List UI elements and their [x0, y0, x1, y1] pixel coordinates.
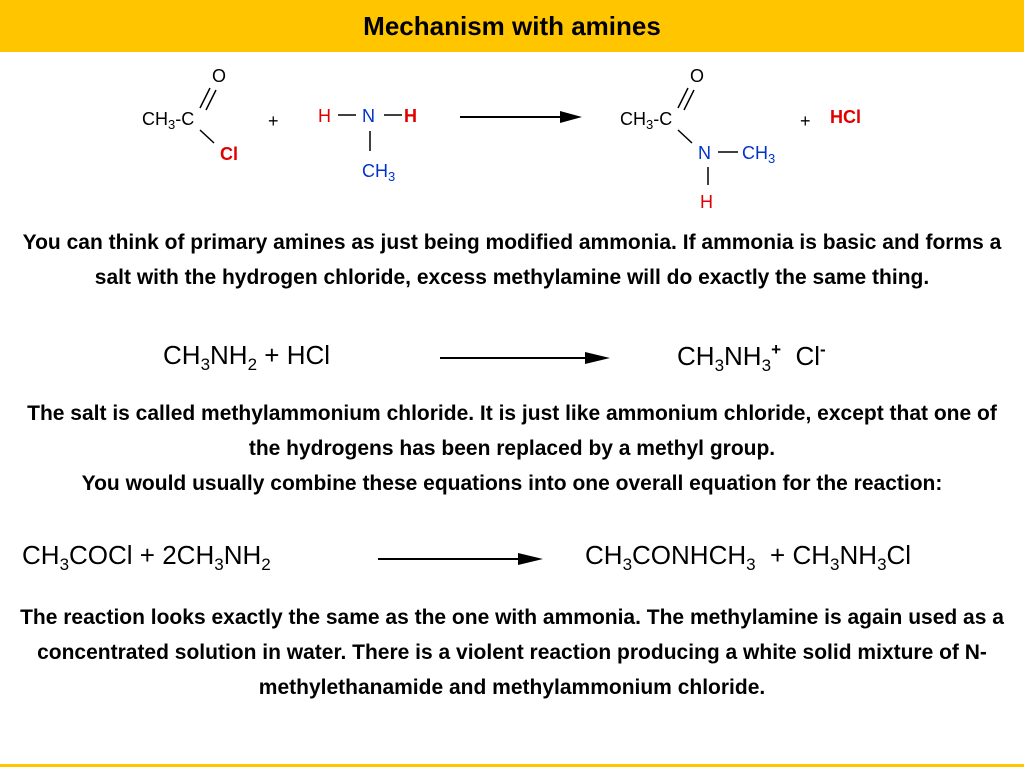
hcl-label: HCl	[830, 107, 861, 127]
reaction-arrow-1	[460, 111, 582, 123]
c-cl-bond	[200, 130, 214, 143]
paragraph-2: The salt is called methylammonium chloride. It is just like ammonium chloride, except that one of the hydrogens has been replaced by a methyl group.	[27, 402, 997, 460]
hydrogen-left-label: H	[318, 106, 331, 126]
equation-2-left: $CH_3NH_2$ + HCl	[163, 340, 331, 374]
n-methylethanamide-structure	[620, 66, 775, 212]
chlorine-label: Cl	[220, 144, 238, 164]
oxygen-label: O	[212, 66, 227, 86]
methyl-label: $CH_3$	[742, 143, 776, 166]
plus-sign-2: +	[800, 111, 811, 131]
equation-3-left: $CH_3COCl + 2CH_3NH_2$	[22, 540, 271, 574]
ch3-c-label: $CH_3-C$	[142, 109, 195, 132]
nitrogen-label: N	[362, 106, 375, 126]
reaction-arrow-2	[440, 350, 615, 366]
title-bar	[0, 0, 1024, 52]
ch3-c-label: $CH_3-C$	[620, 109, 673, 132]
methyl-label: $CH_3$	[362, 161, 396, 184]
reaction-arrow-3	[378, 551, 548, 567]
reaction-1-diagram	[0, 55, 1024, 220]
paragraph-1: You can think of primary amines as just being modified ammonia. If ammonia is basic and forms a salt with the hydrogen chloride, excess methylamine will do exactly the same thing.	[22, 231, 1002, 289]
paragraph-4: The reaction looks exactly the same as the one with ammonia. The methylamine is again used as a concentrated solution in water. There is a violent reaction producing a white solid mixture of N-methylethanamide and methylammonium chloride.	[20, 606, 1004, 699]
equation-2-right: $CH_3NH_3^+$ Cl-	[677, 340, 826, 375]
oxygen-label: O	[690, 66, 705, 86]
methylamine-structure	[318, 106, 417, 184]
plus-sign-1: +	[268, 111, 279, 131]
slide-title: Mechanism with amines	[363, 10, 661, 41]
equation-3-right: $CH_3CONHCH_3 + CH_3NH_3Cl$	[585, 540, 912, 574]
ethanoyl-chloride-structure	[142, 66, 238, 164]
nitrogen-label: N	[698, 143, 711, 163]
hydrogen-label: H	[700, 192, 713, 212]
hydrogen-right-label: H	[404, 106, 417, 126]
paragraph-3: You would usually combine these equations into one overall equation for the reaction:	[81, 472, 943, 495]
